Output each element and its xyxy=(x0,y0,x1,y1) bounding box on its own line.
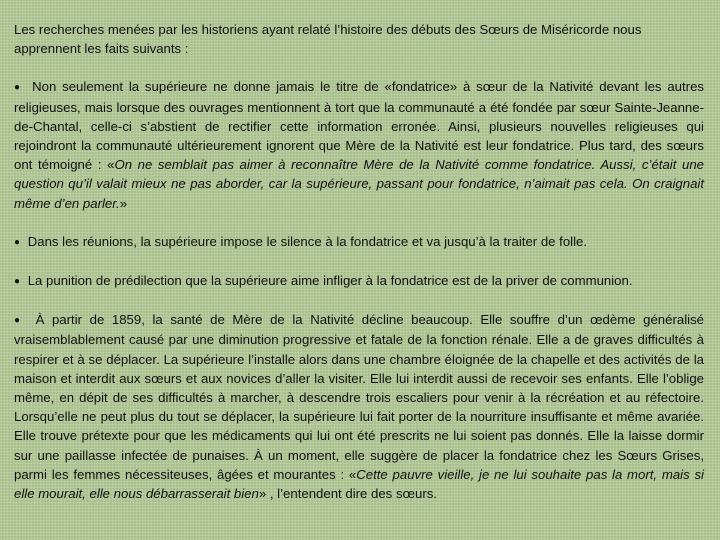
item-quote: Cette pauvre vieille, je ne lui souhaite pas la mort, mais si elle mourait, elle nous débarrasserait bien xyxy=(14,466,704,502)
item-text: La punition de prédilection que la supérieure aime infliger à la fondatrice est de la priver de communion. xyxy=(27,273,633,289)
item-text: Non seulement la supérieure ne donne jamais le titre de «fondatrice» à sœur de la Nativité devant les autres religieuses, mais lorsque des ouvrages mentionnent à tort que la communauté a été fondée par sœur Sainte-Jeanne-de-Chantal, celle-ci s’abstient de rectifier cette information erronée. Ainsi, plusieurs nouvelles religieuses qui rejoindront la communauté ultérieurement ignorent que Mère de la Nativité est leur fondatrice. Plus tard, des sœurs ont témoigné : « xyxy=(14,79,705,173)
intro-paragraph: Les recherches menées par les historiens ayant relaté l’histoire des débuts des Sœurs de Miséricorde nous apprennent les faits suivants : xyxy=(14,22,642,57)
list-item-communion xyxy=(14,271,704,291)
item-quote: On ne semblait pas aimer à reconnaître Mère de la Nativité comme fondatrice. Aussi, c’était une question qu’il valait mieux ne pas aborder, car la supérieure, passant pour fondatrice, n’aimait pas cela. On craignait même d’en parler. xyxy=(14,157,704,211)
list-item-sante xyxy=(14,310,704,503)
bullet-icon: ● xyxy=(14,82,23,94)
bullet-icon: ● xyxy=(14,236,21,248)
item-text: Dans les réunions, la supérieure impose le silence à la fondatrice et va jusqu’à la traiter de folle. xyxy=(27,233,588,249)
document-page xyxy=(14,20,704,522)
item-text-end: » xyxy=(119,195,128,211)
list-item-silence xyxy=(14,232,704,252)
list-item-title-fondatrice xyxy=(14,77,704,212)
bullet-icon: ● xyxy=(14,276,21,288)
item-text: À partir de 1859, la santé de Mère de la Nativité décline beaucoup. Elle souffre d’un œdème généralisé vraisemblablement causé par une diminution progressive et fatale de la fonction rénale. Elle a de graves difficultés à respirer et à se déplacer. La supérieure l’installe alors dans une chambre éloignée de la chapelle et des activités de la maison et interdit aux sœurs et aux novices d’aller la visiter. Elle lui interdit aussi de recevoir ses enfants. Elle l’oblige même, en dépit de ses difficultés à marcher, à descendre trois escaliers pour venir à la récréation et au réfectoire. Lorsqu’elle ne peut plus du tout se déplacer, la supérieure lui fait porter de la nourriture insuffisante et même avariée. Elle trouve prétexte pour que les médicaments qui lui ont été prescrits ne lui soient pas donnés. Elle la laisse dormir sur une paillasse infectée de punaises. À un moment, elle suggère de placer la fondatrice chez les Sœurs Grises, parmi les femmes nécessiteuses, âgées et mourantes : « xyxy=(14,312,704,482)
bullet-icon: ● xyxy=(14,315,24,327)
item-text-end: » , l’entendent dire des sœurs. xyxy=(258,486,437,502)
